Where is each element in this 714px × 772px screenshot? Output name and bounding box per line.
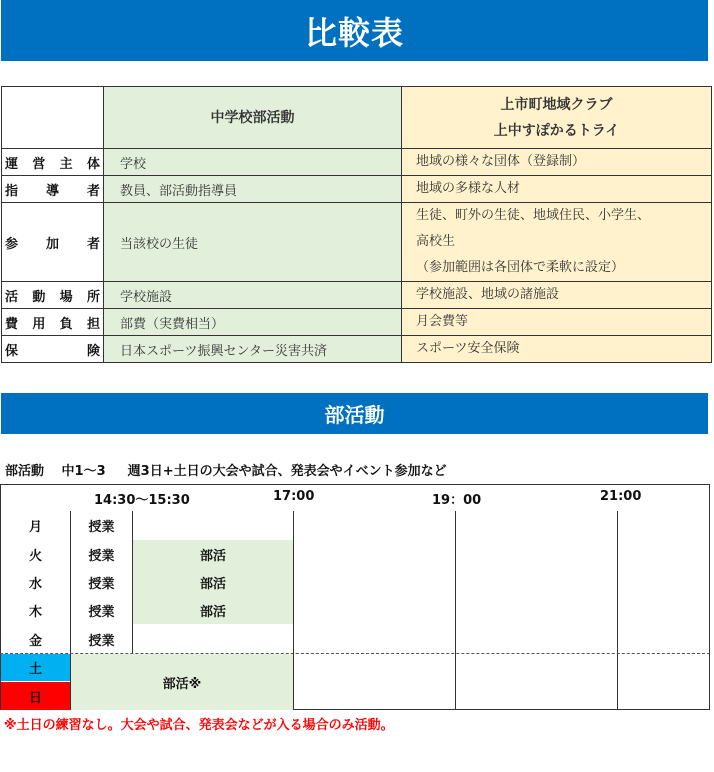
row-label-char: 指: [5, 183, 19, 199]
row-label-char: 所: [86, 289, 100, 305]
cell-school: 日本スポーツ振興センター災害共済: [104, 336, 402, 363]
time-label-1430: 14:30～15:30: [94, 493, 190, 508]
activity-weekend: 部活※: [71, 654, 293, 710]
cell-school: 教員、部活動指導員: [104, 176, 402, 203]
row-label-char: 用: [32, 316, 46, 332]
cell-school: 学校: [104, 149, 402, 176]
row-label-text: [5, 313, 100, 332]
day-wed: 水: [28, 576, 42, 592]
table-row: [2, 149, 712, 176]
day-sat: 土: [1, 654, 70, 681]
row-label-text: [5, 286, 100, 305]
row-label-char: 体: [86, 156, 100, 172]
table-row: [2, 309, 712, 336]
grid-line: [293, 511, 294, 710]
cell-regional: スポーツ安全保険: [402, 336, 712, 363]
row-label: [2, 176, 104, 203]
cell-school: 学校施設: [104, 282, 402, 309]
header-regional-club-line1: 上市町地域クラブ: [500, 96, 613, 113]
row-label-char: 保: [5, 343, 19, 359]
cell-regional: 学校施設、地域の諸施設: [402, 282, 712, 309]
row-label-char: 活: [5, 289, 19, 305]
day-tue: 火: [28, 548, 42, 564]
row-label-char: 担: [86, 316, 100, 332]
header-regional-club: [402, 87, 712, 149]
day-thu: 木: [28, 604, 42, 620]
row-label: [2, 149, 104, 176]
class-wed: 授業: [88, 576, 115, 592]
row-label-char: 主: [59, 156, 73, 172]
section-title: 部活動: [1, 393, 708, 434]
class-thu: 授業: [88, 604, 115, 620]
row-label-char: 参: [5, 236, 19, 252]
cell-regional: 月会費等: [402, 309, 712, 336]
row-label: [2, 309, 104, 336]
cell-school: 当該校の生徒: [104, 203, 402, 282]
cell-regional: [402, 203, 712, 282]
class-fri: 授業: [88, 633, 115, 649]
weekday-weekend-divider: [0, 653, 710, 654]
schedule-note: ※土日の練習なし。大会や試合、発表会などが入る場合のみ活動。: [4, 718, 394, 733]
activity-tue: 部活: [133, 540, 293, 568]
comparison-table: [1, 86, 712, 363]
table-row: [2, 282, 712, 309]
row-label-text: [5, 233, 100, 252]
day-sun: 日: [1, 682, 70, 710]
row-label-char: 場: [59, 289, 73, 305]
table-header-row: [2, 87, 712, 149]
time-label-2100: 21:00: [600, 489, 642, 504]
corner-cell: [2, 87, 104, 149]
activity-thu: 部活: [133, 596, 293, 624]
cell-regional-line3: （参加範囲は各団体で柔軟に設定）: [416, 260, 625, 275]
row-label-char: 費: [5, 316, 19, 332]
row-label-char: 者: [86, 236, 100, 252]
day-mon: 月: [28, 519, 42, 535]
table-row: [2, 336, 712, 363]
row-label-char: 運: [5, 156, 19, 172]
row-label: [2, 282, 104, 309]
grid-line: [455, 511, 456, 710]
time-label-1700: 17:00: [273, 489, 315, 504]
time-label-1900: 19：00: [432, 493, 482, 508]
row-label-text: [5, 180, 100, 199]
grid-line: [132, 511, 133, 653]
activity-wed: 部活: [133, 568, 293, 596]
row-label-char: 負: [59, 316, 73, 332]
page-title: 比較表: [1, 0, 708, 61]
row-label-char: 加: [45, 236, 59, 252]
row-label-char: 導: [45, 183, 59, 199]
header-regional-club-line2: 上中すぽかるトライ: [493, 122, 620, 139]
table-row: [2, 203, 712, 282]
day-fri: 金: [28, 633, 42, 649]
row-label-char: 営: [32, 156, 46, 172]
grid-line: [617, 511, 618, 710]
class-mon: 授業: [88, 519, 115, 535]
header-school-club: 中学校部活動: [104, 87, 402, 149]
class-tue: 授業: [88, 548, 115, 564]
row-label-char: 動: [32, 289, 46, 305]
grid-line: [70, 511, 71, 710]
cell-regional: 地域の様々な団体（登録制）: [402, 149, 712, 176]
cell-regional-line1: 生徒、町外の生徒、地域住民、小学生、: [416, 208, 651, 223]
row-label-text: [5, 340, 100, 359]
row-label-text: [5, 153, 100, 172]
schedule-subtitle: 部活動 中1～3 週3日+土日の大会や試合、発表会やイベント参加など: [5, 464, 447, 479]
table-row: [2, 176, 712, 203]
cell-school: 部費（実費相当）: [104, 309, 402, 336]
row-label: [2, 336, 104, 363]
row-label: [2, 203, 104, 282]
row-label-char: 者: [86, 183, 100, 199]
cell-regional: 地域の多様な人材: [402, 176, 712, 203]
cell-regional-line2: 高校生: [416, 234, 456, 249]
row-label-char: 険: [86, 343, 100, 359]
